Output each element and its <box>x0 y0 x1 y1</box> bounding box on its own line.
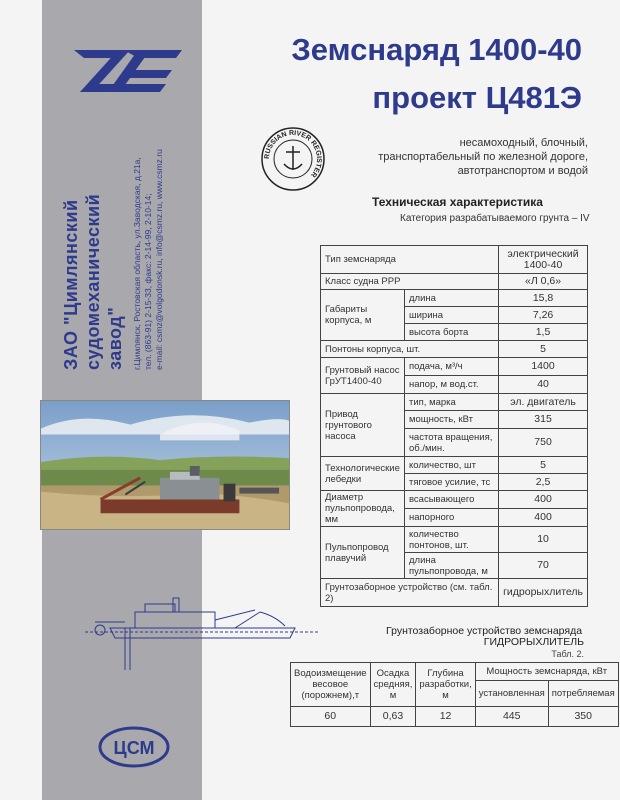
table-row: Диаметр пульпопровода, мм всасывающего 400 <box>321 491 588 509</box>
table-row: Тип земснаряда электрический 1400-40 <box>321 246 588 274</box>
project-title: проект Ц481Э <box>372 80 582 115</box>
dredger-photo <box>40 400 290 530</box>
page-title: Земснаряд 1400-40 <box>291 32 582 67</box>
table-row: мощность, кВт 315 <box>321 411 588 429</box>
table-row: 60 0,63 12 445 350 <box>291 707 619 727</box>
table-row: Класс судна РРР «Л 0,6» <box>321 274 588 290</box>
table-row: Грунтозаборное устройство (см. табл. 2) гидрорыхлитель <box>321 579 588 607</box>
table-row: высота борта 1,5 <box>321 324 588 341</box>
table-header-row: Водоизмещение весовое (порожнем),т Осадка средняя, м Глубина разработки, м Мощность земснаряда, кВт <box>291 663 619 681</box>
table-row: напор, м вод.ст. 40 <box>321 376 588 394</box>
company-logo <box>60 40 190 96</box>
register-seal <box>260 126 326 192</box>
table-row: частота вращения, об./мин. 750 <box>321 429 588 457</box>
table-row: длина пульпопровода, м 70 <box>321 553 588 579</box>
factory-logo <box>98 726 170 768</box>
table-row: Привод грунтового насоса тип, марка эл. двигатель <box>321 394 588 411</box>
svg-text:ЦСМ: ЦСМ <box>113 738 155 758</box>
table-row: напорного 400 <box>321 509 588 527</box>
company-name: ЗАО "Цимлянский судомеханический завод" <box>61 193 125 370</box>
dredger-drawing <box>85 590 320 670</box>
table2-note: Табл. 2. <box>551 649 584 659</box>
table-row: Пульпопровод плавучий количество понтонов, шт. 10 <box>321 527 588 553</box>
svg-text:RUSSIAN RIVER REGISTER: RUSSIAN RIVER REGISTER <box>263 129 323 179</box>
specs-heading: Техническая характеристика <box>372 195 543 209</box>
table2-heading: Грунтозаборное устройство земснаряда <box>386 625 583 637</box>
table2-subheading: ГИДРОРЫХЛИТЕЛЬ <box>483 636 584 648</box>
soil-category: Категория разрабатываемого грунта – IV <box>400 213 590 224</box>
table-row: ширина 7,26 <box>321 307 588 324</box>
table-row: Технологические лебедки количество, шт 5 <box>321 457 588 474</box>
table-row: тяговое усилие, тс 2,5 <box>321 474 588 491</box>
table-header-row: установленная потребляемая <box>291 681 619 707</box>
table-row: Габариты корпуса, м длина 15,8 <box>321 290 588 307</box>
company-info <box>60 120 200 370</box>
specs-table <box>320 245 588 607</box>
company-address: г.Цимлянск, Ростовская область, ул.Заводская, д.21а, тел. (863-91) 2-15-33, факс: 2-14-99, 2-10-14; e-mail: csmz@volgodonsk.ru, info@csmz.ru, www.csmz.ru <box>132 149 164 370</box>
table-row: Понтоны корпуса, шт. 5 <box>321 341 588 358</box>
table-row: Грунтовый насос ГрУТ1400-40 подача, м³/ч 1400 <box>321 358 588 376</box>
subtitle: несамоходный, блочный, транспортабельный по железной дороге, автотранспортом и водой <box>378 137 588 177</box>
table2 <box>290 662 619 727</box>
